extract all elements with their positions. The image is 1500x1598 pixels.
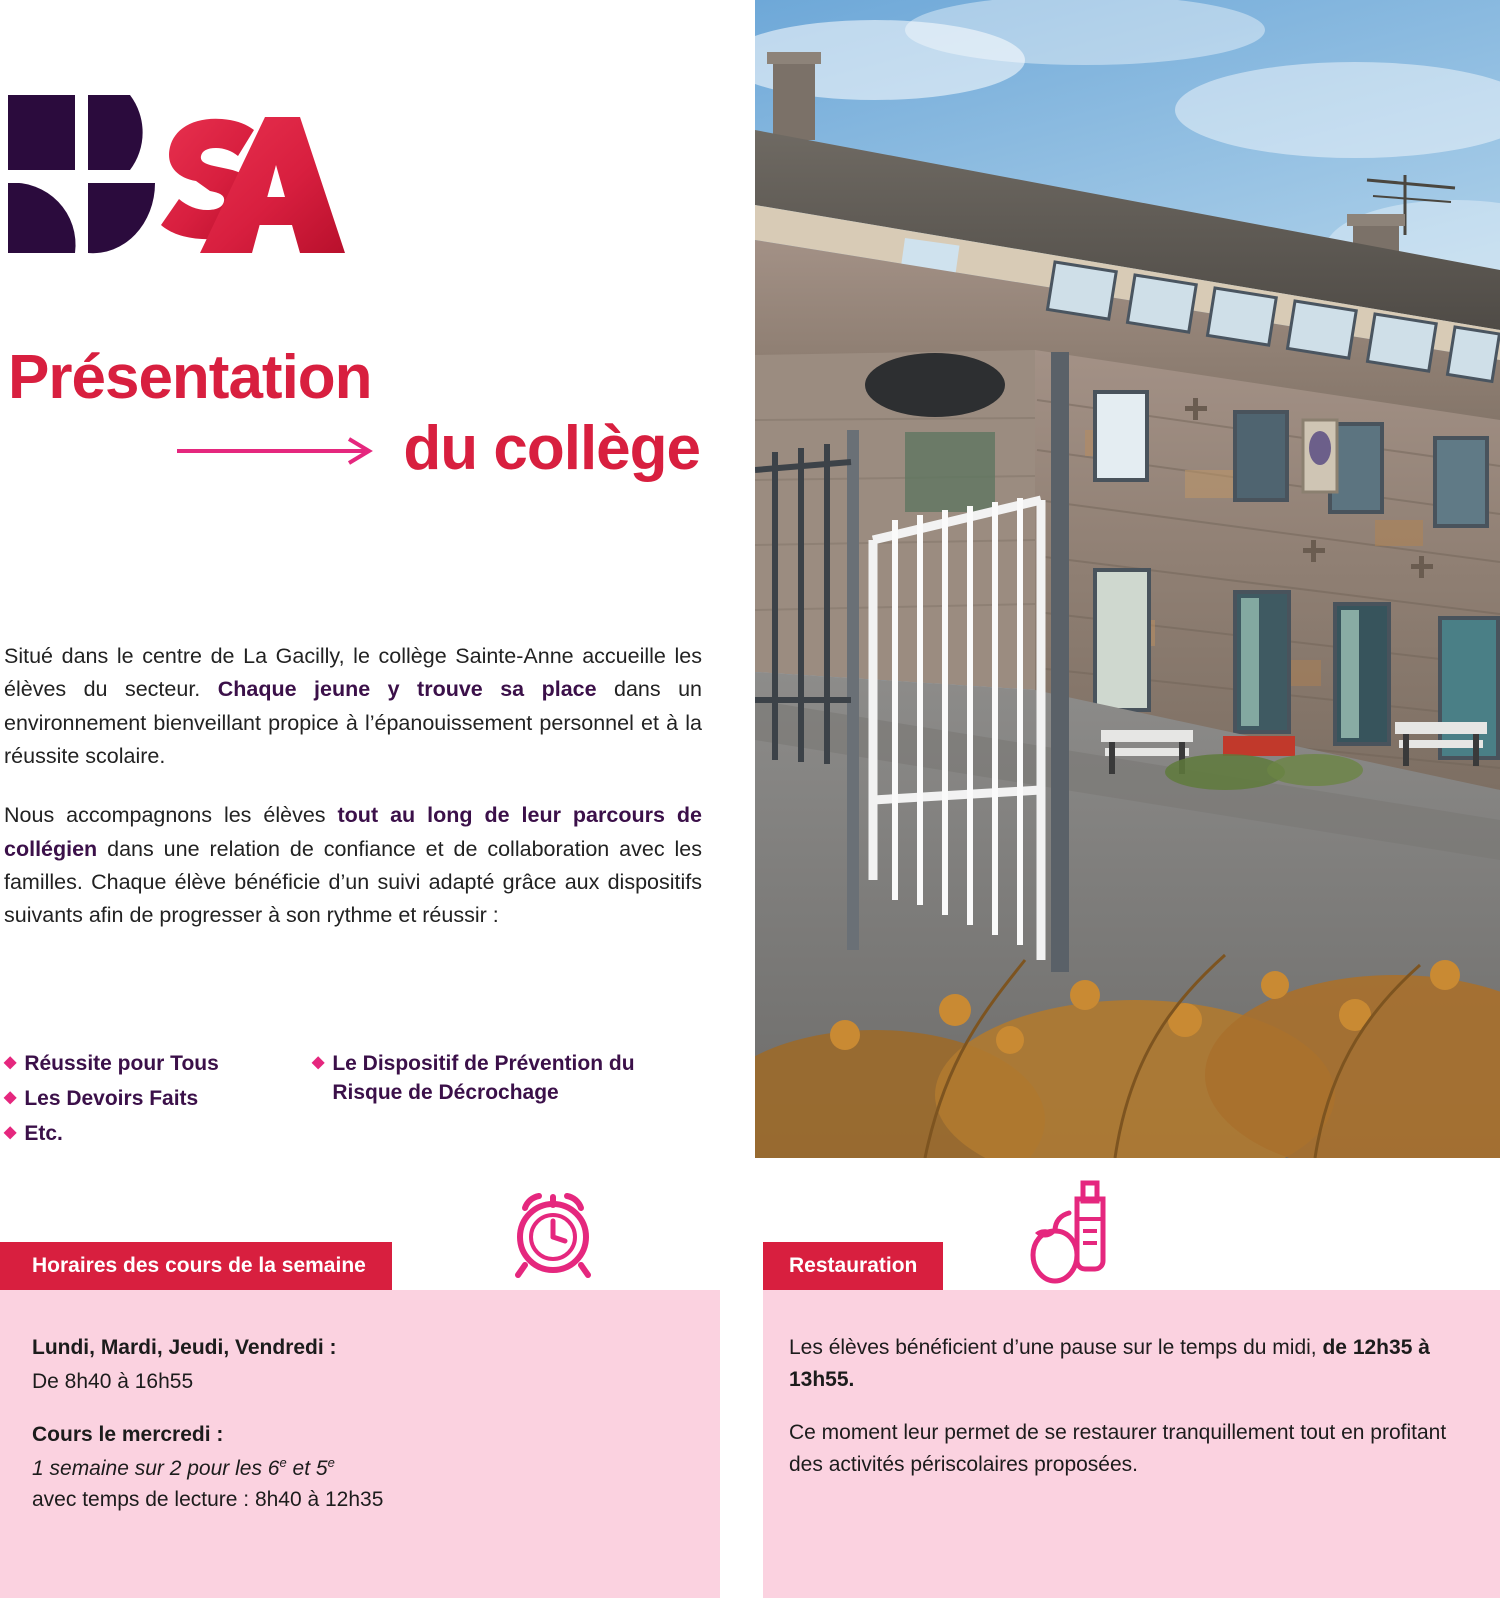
- catering-paragraph-2: Ce moment leur permet de se restaurer tranquillement tout en profitant des activités périscolaires proposées.: [789, 1421, 1447, 1476]
- wednesday-hours: avec temps de lecture : 8h40 à 12h35: [32, 1488, 384, 1511]
- intro-paragraph-2: [4, 799, 702, 932]
- list-item-label: Le Dispositif de Prévention du Risque de Décrochage: [332, 1052, 635, 1104]
- diamond-bullet-icon: ◆: [4, 1123, 17, 1141]
- wednesday-detail: [32, 1453, 686, 1485]
- catering-panel: [763, 1254, 1500, 1598]
- list-item: [312, 1050, 692, 1108]
- bullet-column-1: [4, 1050, 274, 1155]
- wednesday-detail-part1: 1 semaine sur 2 pour les 6: [32, 1456, 280, 1480]
- list-item: [4, 1050, 274, 1079]
- catering-p1-part1: Les élèves bénéficient d’une pause sur le temps du midi,: [789, 1336, 1323, 1359]
- intro-p2-part2: dans une relation de confiance et de collaboration avec les familles. Chaque élève bénéficie d’un suivi adapté grâce aux dispositifs suivants afin de progresser à son rythme et réussir :: [4, 836, 702, 928]
- weekday-hours: De 8h40 à 16h55: [32, 1369, 194, 1393]
- intro-p2-bold: tout au long de leur parcours de collégien: [4, 803, 702, 861]
- list-item-label: Réussite pour Tous: [24, 1052, 219, 1075]
- list-item-label: Les Devoirs Faits: [24, 1086, 199, 1110]
- intro-p2-part1: Nous accompagnons les élèves: [4, 803, 338, 828]
- intro-p1-part2: dans un environnement bienveillant propice à l’épanouissement personnel et à la réussite scolaire.: [4, 677, 703, 768]
- wednesday-block: [32, 1419, 686, 1516]
- list-item-label: Etc.: [24, 1121, 63, 1145]
- wednesday-detail-sup2: e: [327, 1454, 335, 1470]
- intro-paragraph-1: [4, 640, 702, 773]
- schedule-panel-body: [0, 1290, 720, 1516]
- title-line-1: Présentation: [8, 343, 372, 412]
- arrow-right-icon: [177, 437, 377, 470]
- list-item: [4, 1085, 274, 1114]
- wednesday-label: Cours le mercredi :: [32, 1423, 224, 1446]
- intro-p1-part1: Situé dans le centre de La Gacilly, le collège Sainte-Anne accueille les élèves du secteur.: [4, 644, 702, 702]
- catering-panel-body: [763, 1290, 1500, 1480]
- page-title: [0, 343, 700, 484]
- catering-paragraph-1: [789, 1332, 1470, 1395]
- catering-p1-bold: de 12h35 à 13h55.: [789, 1336, 1430, 1391]
- intro-text: [4, 640, 702, 959]
- wednesday-detail-sup1: e: [279, 1454, 287, 1470]
- rsa-college-sainte-anne-logo: [0, 85, 360, 275]
- title-line-2: du collège: [403, 414, 700, 484]
- weekday-label: Lundi, Mardi, Jeudi, Vendredi :: [32, 1336, 337, 1359]
- schedule-panel-title: Horaires des cours de la semaine: [0, 1242, 392, 1290]
- bullet-column-2: [312, 1050, 692, 1155]
- diamond-bullet-icon: ◆: [4, 1054, 17, 1071]
- dispositifs-list: [4, 1050, 704, 1155]
- diamond-bullet-icon: ◆: [4, 1088, 17, 1106]
- lunch-food-icon: [1021, 1175, 1125, 1292]
- list-item: [4, 1120, 274, 1149]
- college-building-photo: [755, 0, 1500, 1158]
- catering-panel-title: Restauration: [763, 1242, 943, 1290]
- schedule-panel: [0, 1254, 720, 1598]
- intro-p1-bold: Chaque jeune y trouve sa place: [217, 677, 597, 702]
- alarm-clock-icon: [505, 1175, 601, 1286]
- diamond-bullet-icon: ◆: [312, 1054, 325, 1071]
- wednesday-detail-part2: et 5: [286, 1456, 328, 1480]
- weekday-block: [32, 1332, 686, 1397]
